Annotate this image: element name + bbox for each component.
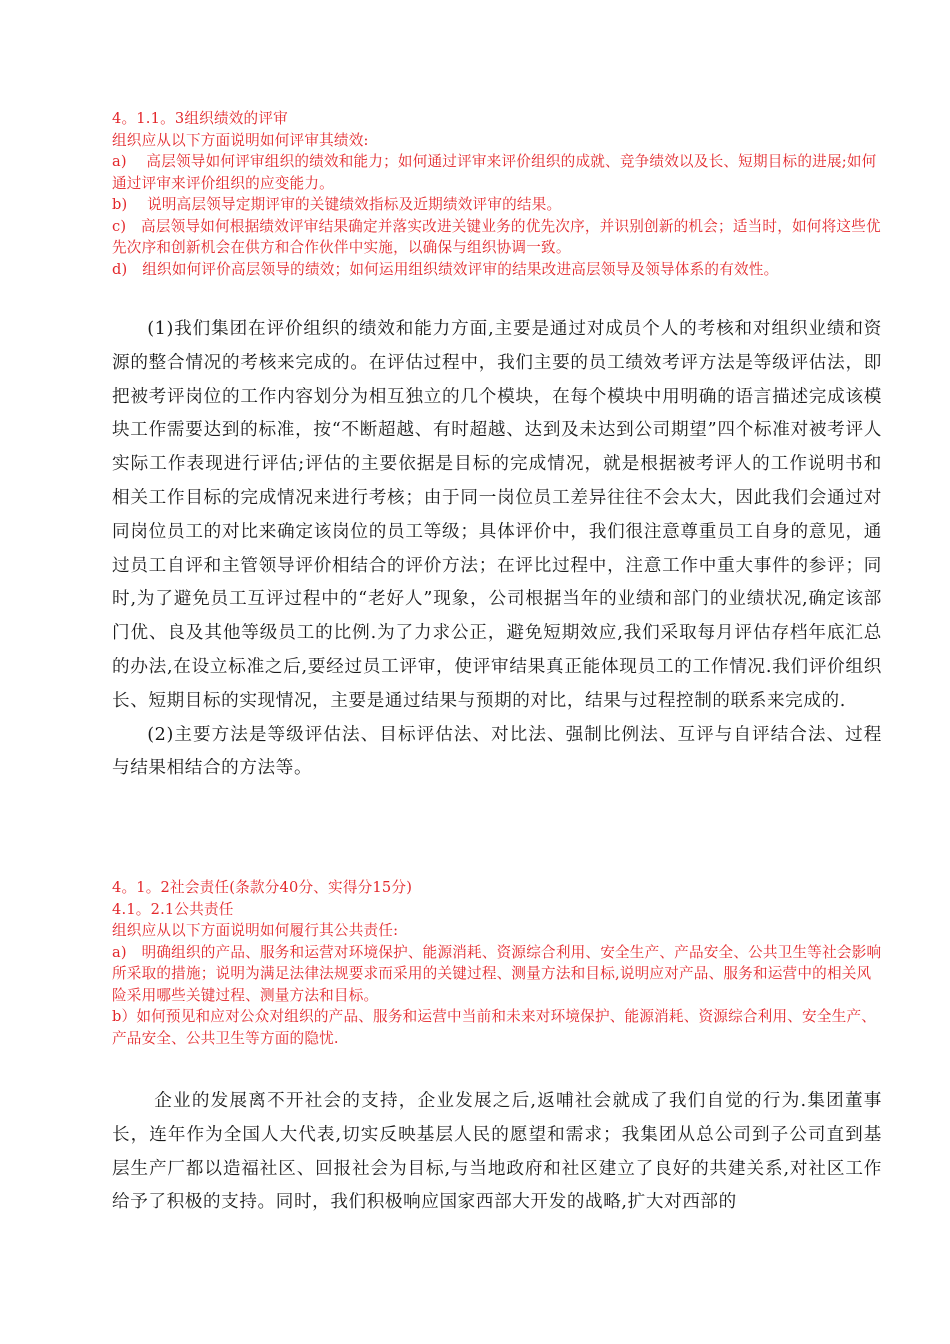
requirement-item-a: a) 高层领导如何评审组织的绩效和能力；如何通过评审来评价组织的成就、竞争绩效以及长、短期目标的进展;如何通过评审来评价组织的应变能力。 bbox=[112, 153, 877, 192]
section-heading: 4。1.1。3组织绩效的评审 bbox=[112, 110, 288, 127]
answer-block-4-1-2 bbox=[112, 1085, 882, 1220]
section-intro: 组织应从以下方面说明如何评审其绩效: bbox=[112, 131, 369, 149]
requirement-item-a: a) 明确组织的产品、服务和运营对环境保护、能源消耗、资源综合利用、安全生产、产品安全、公共卫生等社会影响所采取的措施；说明为满足法律法规要求而采用的关键过程、测量方法和目标,说明应对产品、服务和运营中的相关风险采用哪些关键过程、测量方法和目标。 bbox=[112, 943, 882, 1004]
answer-paragraph-2: (2)主要方法是等级评估法、目标评估法、对比法、强制比例法、互评与自评结合法、过程与结果相结合的方法等。 bbox=[112, 724, 882, 779]
requirement-item-b: b) 说明高层领导定期评审的关键绩效指标及近期绩效评审的结果。 bbox=[112, 196, 562, 213]
answer-block-4-1-1-3 bbox=[112, 313, 882, 786]
answer-paragraph: 企业的发展离不开社会的支持，企业发展之后,返哺社会就成了我们自觉的行为.集团董事长，连年作为全国人大代表,切实反映基层人民的愿望和需求；我集团从总公司到子公司直到基层生产厂都以造福社区、回报社会为目标,与当地政府和社区建立了良好的共建关系,对社区工作给予了积极的支持。同时，我们积极响应国家西部大开发的战略,扩大对西部的 bbox=[112, 1091, 882, 1213]
requirements-block-4-1-1-3 bbox=[112, 108, 882, 280]
answer-paragraph-1: (1)我们集团在评价组织的绩效和能力方面,主要是通过对成员个人的考核和对组织业绩和资源的整合情况的考核来完成的。在评估过程中，我们主要的员工绩效考评方法是等级评估法，即把被考评岗位的工作内容划分为相互独立的几个模块，在每个模块中用明确的语言描述完成该模块工作需要达到的标准，按“不断超越、有时超越、达到及未达到公司期望”四个标准对被考评人实际工作表现进行评估;评估的主要依据是目标的完成情况，就是根据被考评人的工作说明书和相关工作目标的完成情况来进行考核；由于同一岗位员工差异往往不会太大，因此我们会通过对同岗位员工的对比来确定该岗位的员工等级；具体评价中，我们很注意尊重员工自身的意见，通过员工自评和主管领导评价相结合的评价方法；在评比过程中，注意工作中重大事件的参评；同时,为了避免员工互评过程中的“老好人”现象，公司根据当年的业绩和部门的业绩状况,确定该部门优、良及其他等级员工的比例.为了力求公正，避免短期效应,我们采取每月评估存档年底汇总的办法,在设立标准之后,要经过员工评审，使评审结果真正能体现员工的工作情况.我们评价组织长、短期目标的实现情况，主要是通过结果与预期的对比，结果与过程控制的联系来完成的. bbox=[112, 319, 882, 711]
requirement-item-d: d) 组织如何评价高层领导的绩效；如何运用组织绩效评审的结果改进高层领导及领导体系的有效性。 bbox=[112, 260, 779, 278]
subsection-heading: 4.1。2.1公共责任 bbox=[112, 900, 234, 918]
section-heading: 4。1。2社会责任(条款分40分、实得分15分) bbox=[112, 879, 413, 896]
requirements-block-4-1-2 bbox=[112, 877, 882, 1049]
requirement-item-c: c) 高层领导如何根据绩效评审结果确定并落实改进关键业务的优先次序，并识别创新的机会；适当时，如何将这些优先次序和创新机会在供方和合作伙伴中实施，以确保与组织协调一致。 bbox=[112, 217, 881, 256]
section-intro: 组织应从以下方面说明如何履行其公共责任: bbox=[112, 922, 399, 939]
requirement-item-b: b）如何预见和应对公众对组织的产品、服务和运营中当前和未来对环境保护、能源消耗、资源综合利用、安全生产、产品安全、公共卫生等方面的隐忧. bbox=[112, 1008, 877, 1047]
